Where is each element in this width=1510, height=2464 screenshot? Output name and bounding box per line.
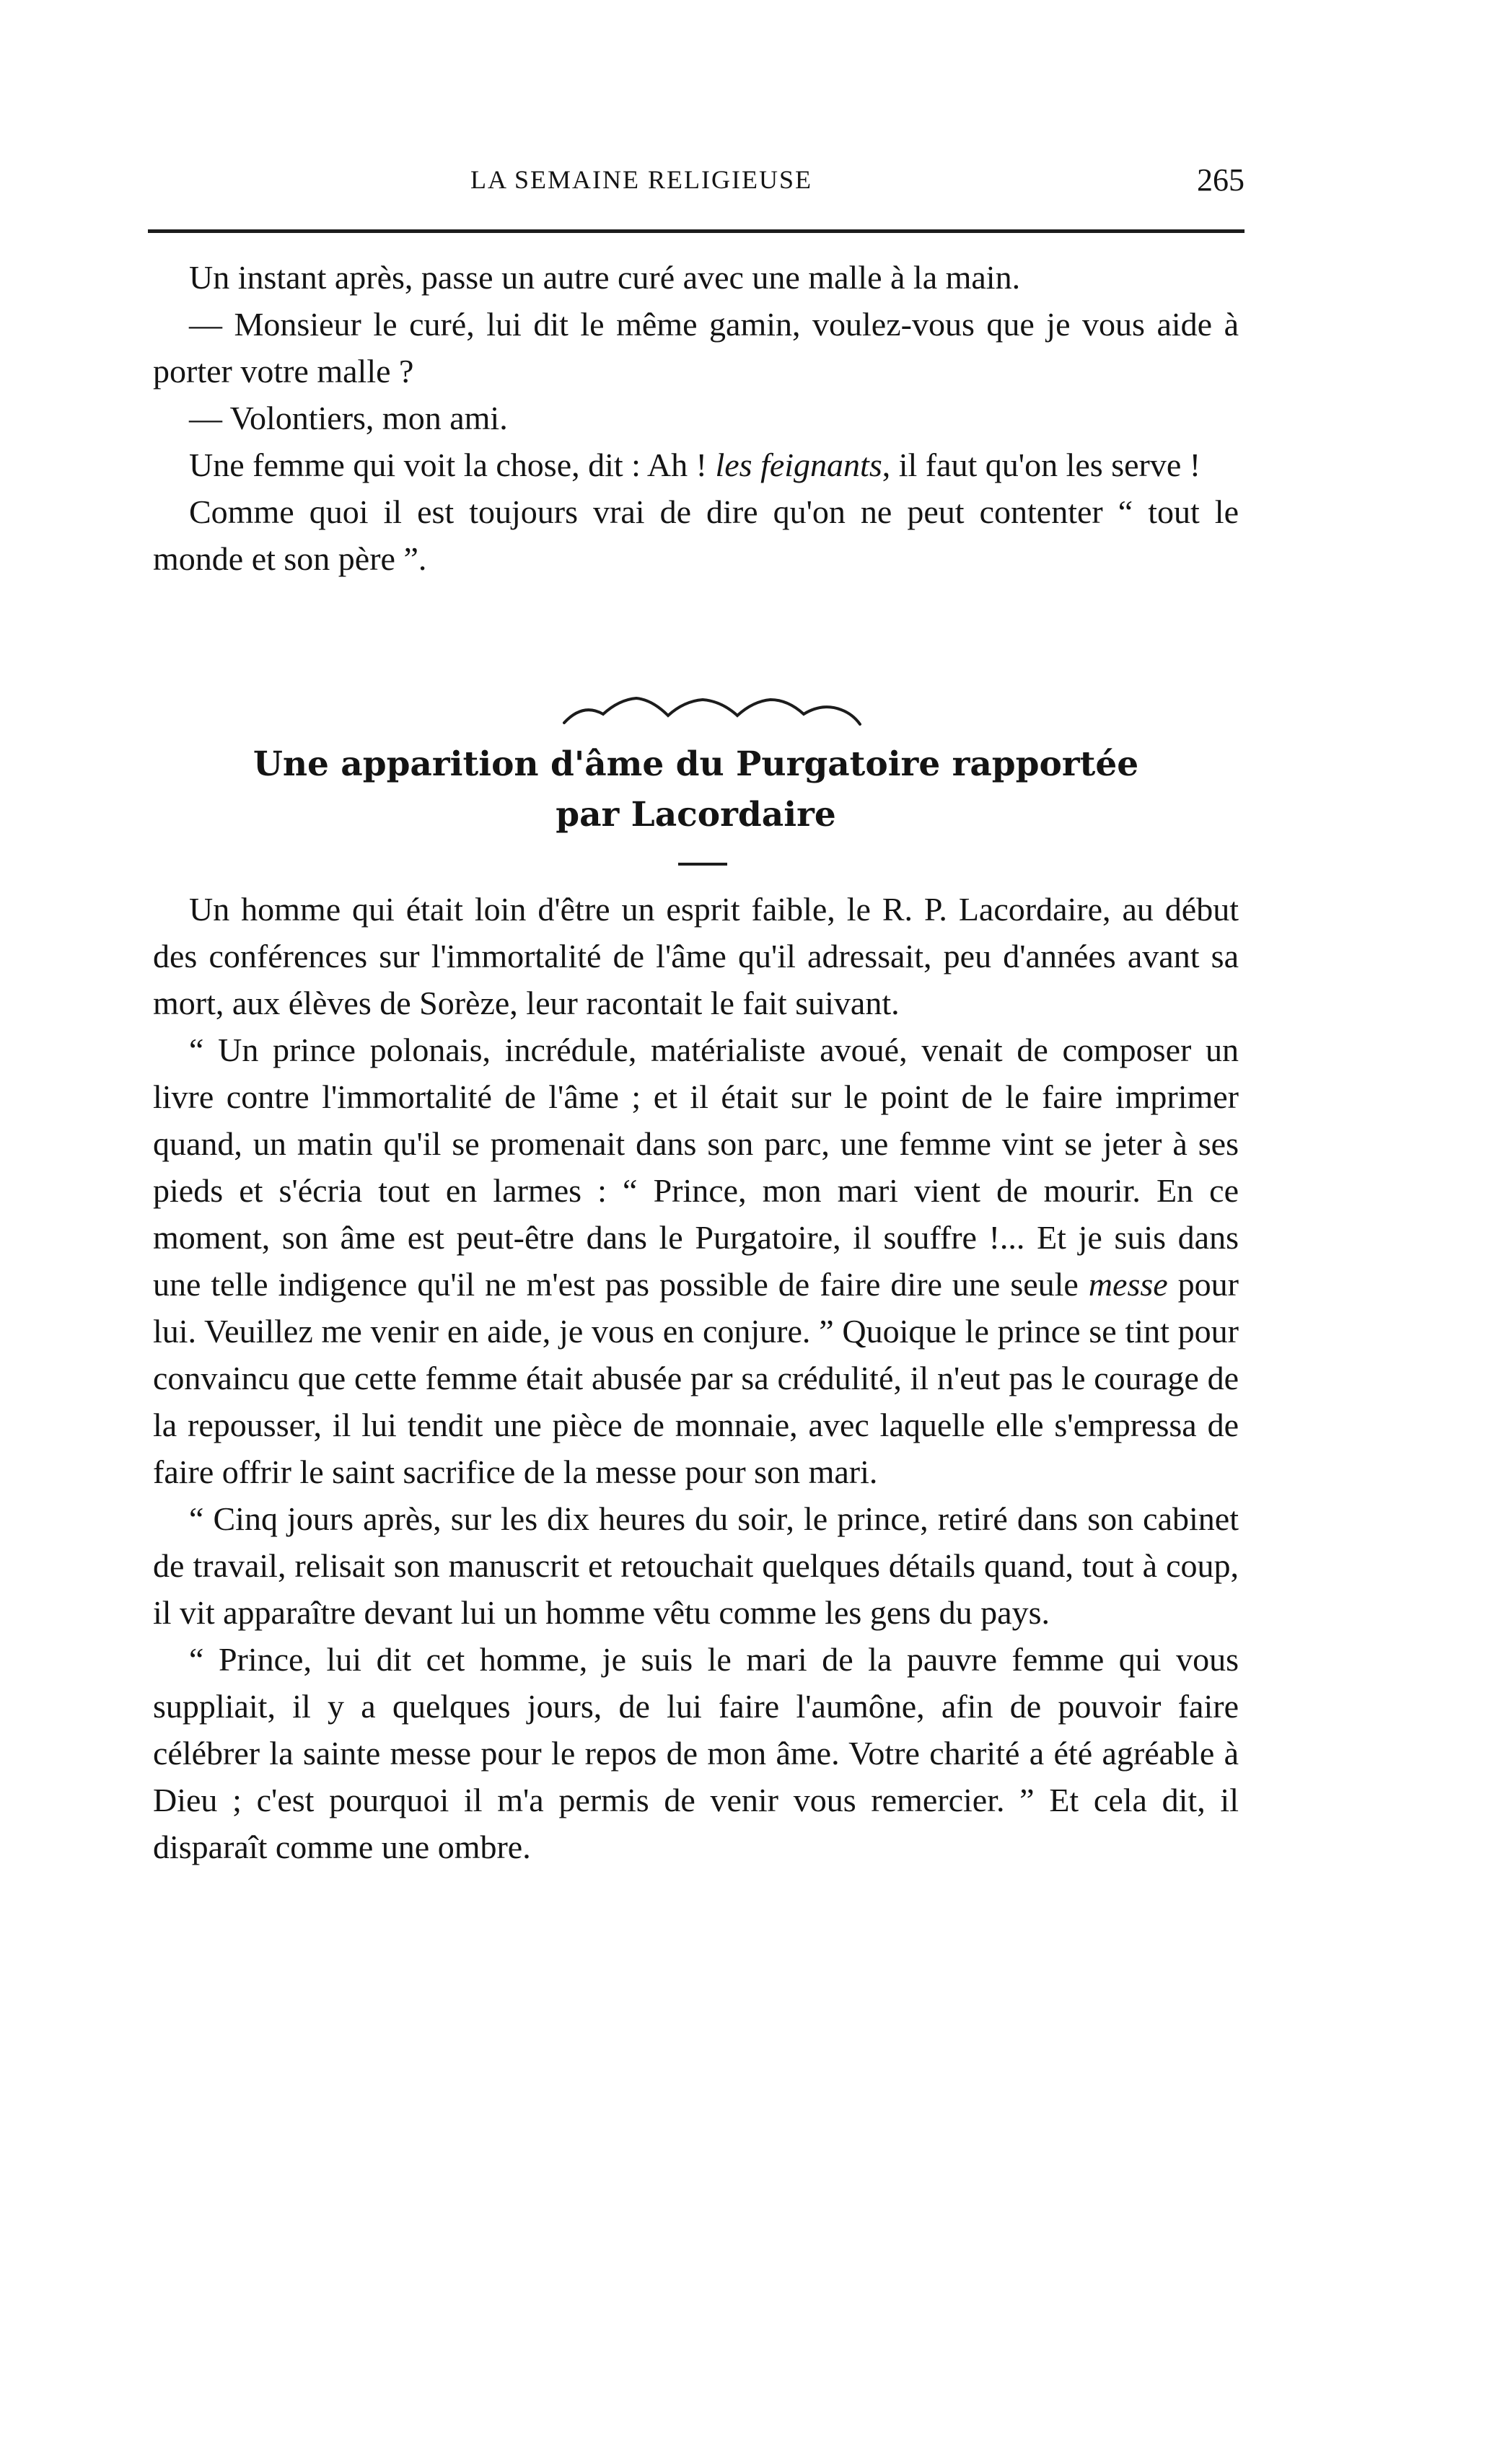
italic-text: les feignants	[715, 446, 882, 483]
article-title	[153, 739, 1239, 840]
page-header	[152, 164, 1245, 208]
paragraph: “ Cinq jours après, sur les dix heures du soir, le prince, retiré dans son cabinet de travail, relisait son manuscrit et retouchait quelques détails quand, tout à coup, il vit apparaître devant lui un homme vêtu comme les gens du pays.	[153, 1500, 1239, 1631]
ornament-divider-icon	[561, 694, 864, 727]
text-run: pour lui. Veuillez me venir en aide, je vous en conjure. ” Quoique le prince se tint pour convaincu que cette femme était abusée par sa crédulité, il n'eut pas le courage de la repousser, il lui tendit une pièce de monnaie, avec laquelle elle s'empressa de faire offrir le saint sacrifice de la messe pour son mari.	[153, 1266, 1239, 1490]
paragraph: Un homme qui était loin d'être un esprit faible, le R. P. Lacordaire, au début des conférences sur l'immortalité de l'âme qu'il adressait, peu d'années avant sa mort, aux élèves de Sorèze, leur racontait le fait suivant.	[153, 891, 1239, 1021]
paragraph: — Monsieur le curé, lui dit le même gamin, voulez-vous que je vous aide à porter votre malle ?	[153, 306, 1239, 390]
paragraph: Comme quoi il est toujours vrai de dire qu'on ne peut contenter “ tout le monde et son père ”.	[153, 493, 1239, 577]
text-run: , il faut qu'on les serve !	[882, 446, 1201, 483]
paragraph: Un instant après, passe un autre curé avec une malle à la main.	[189, 259, 1021, 296]
italic-text: messe	[1088, 1266, 1168, 1303]
previous-article-ending	[153, 254, 1239, 582]
title-line: par Lacordaire	[556, 795, 836, 835]
paragraph: “ Prince, lui dit cet homme, je suis le mari de la pauvre femme qui vous suppliait, il y a quelques jours, de lui faire l'aumône, afin de pouvoir faire célébrer la sainte messe pour le repos de mon âme. Votre charité a été agréable à Dieu ; c'est pourquoi il m'a permis de venir vous remercier. ” Et cela dit, il disparaît comme une ombre.	[153, 1641, 1239, 1865]
title-line: Une apparition d'âme du Purgatoire rapportée	[253, 744, 1139, 784]
paragraph: — Volontiers, mon ami.	[189, 400, 508, 436]
running-title: LA SEMAINE RELIGIEUSE	[470, 165, 812, 194]
article-body	[153, 886, 1239, 1870]
title-rule	[678, 863, 727, 866]
text-run: “ Un prince polonais, incrédule, matérialiste avoué, venait de composer un livre contre l'immortalité de l'âme ; et il était sur le point de le faire imprimer quand, un matin qu'il se promenait dans son parc, une femme vint se jeter à ses pieds et s'écria tout en larmes : “ Prince, mon mari vient de mourir. En ce moment, son âme est peut-être dans le Purgatoire, il souffre !... Et je suis dans une telle indigence qu'il ne m'est pas possible de faire dire une seule	[153, 1031, 1239, 1303]
text-run: Une femme qui voit la chose, dit : Ah !	[189, 446, 716, 483]
paragraph	[153, 1026, 1239, 1495]
page-number: 265	[1197, 162, 1245, 198]
header-rule	[148, 229, 1245, 233]
paragraph	[153, 441, 1239, 488]
